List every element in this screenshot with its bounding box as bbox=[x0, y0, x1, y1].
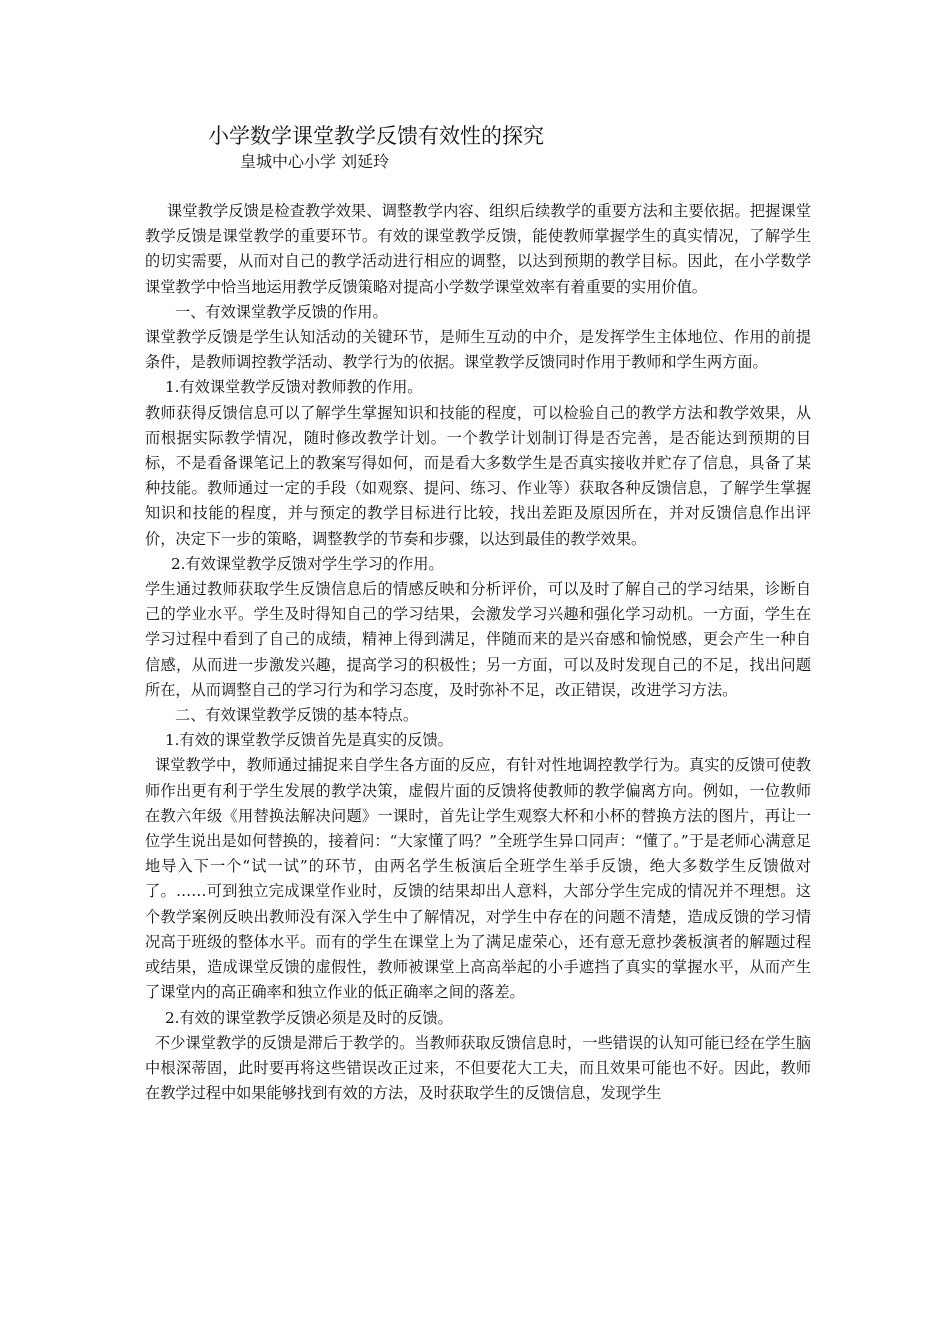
section-heading-2: 二、有效课堂教学反馈的基本特点。 bbox=[175, 706, 418, 725]
document-title: 小学数学课堂教学反馈有效性的探究 bbox=[208, 124, 544, 148]
author-byline: 皇城中心小学 刘延玲 bbox=[240, 152, 390, 171]
paragraph-2-2: 不少课堂教学的反馈是滞后于教学的。当教师获取反馈信息时，一些错误的认知可能已经在学生脑中根深蒂固，此时要再将这些错误改正过来，不但要花大工夫，而且效果可能也不好。因此，教师在教学过程中如果能够找到有效的方法，及时获取学生的反馈信息，发现学生 bbox=[145, 1033, 811, 1103]
section-heading-1: 一、有效课堂教学反馈的作用。 bbox=[175, 302, 388, 321]
subheading-1-1: 1.有效课堂教学反馈对教师教的作用。 bbox=[165, 378, 423, 397]
paragraph-1-2: 学生通过教师获取学生反馈信息后的情感反映和分析评价，可以及时了解自己的学习结果，诊断自己的学业水平。学生及时得知自己的学习结果，会激发学习兴趣和强化学习动机。一方面，学生在学习过程中看到了自己的成绩，精神上得到满足，伴随而来的是兴奋感和愉悦感，更会产生一种自信感，从而进一步激发兴趣，提高学习的积极性；另一方面，可以及时发现自己的不足，找出问题所在，从而调整自己的学习行为和学习态度，及时弥补不足，改正错误，改进学习方法。 bbox=[145, 580, 811, 699]
paragraph-2-1: 课堂教学中，教师通过捕捉来自学生各方面的反应，有针对性地调控教学行为。真实的反馈可使教师作出更有利于学生发展的教学决策，虚假片面的反馈将使教师的教学偏离方向。例如，一位教师在教六年级《用替换法解决问题》一课时，首先让学生观察大杯和小杯的替换方法的图片，再让一位学生说出是如何替换的，接着问：“大家懂了吗？”全班学生异口同声：“懂了。”于是老师心满意足地导入下一个“试一试”的环节，由两名学生板演后全班学生举手反馈，绝大多数学生反馈做对了。……可到独立完成课堂作业时，反馈的结果却出人意料，大部分学生完成的情况并不理想。这个教学案例反映出教师没有深入学生中了解情况，对学生中存在的问题不清楚，造成反馈的学习情况高于班级的整体水平。而有的学生在课堂上为了满足虚荣心，还有意无意抄袭板演者的解题过程或结果，造成课堂反馈的虚假性，教师被课堂上高高举起的小手遮挡了真实的掌握水平，从而产生了课堂内的高正确率和独立作业的低正确率之间的落差。 bbox=[145, 756, 811, 1002]
subheading-2-1: 1.有效的课堂教学反馈首先是真实的反馈。 bbox=[165, 731, 453, 750]
paragraph-intro: 课堂教学反馈是检查教学效果、调整教学内容、组织后续教学的重要方法和主要依据。把握课堂教学反馈是课堂教学的重要环节。有效的课堂教学反馈，能使教师掌握学生的真实情况，了解学生的切实需要，从而对自己的教学活动进行相应的调整，以达到预期的教学目标。因此，在小学数学课堂教学中恰当地运用教学反馈策略对提高小学数学课堂效率有着重要的实用价值。 bbox=[145, 202, 811, 296]
document-body bbox=[145, 199, 811, 1106]
subheading-2-2: 2.有效的课堂教学反馈必须是及时的反馈。 bbox=[165, 1008, 453, 1027]
paragraph-section-1: 课堂教学反馈是学生认知活动的关键环节，是师生互动的中介，是发挥学生主体地位、作用的前提条件，是教师调控教学活动、教学行为的依据。课堂教学反馈同时作用于教师和学生两方面。 bbox=[145, 328, 811, 372]
subheading-1-2: 2.有效课堂教学反馈对学生学习的作用。 bbox=[171, 554, 444, 573]
paragraph-1-1: 教师获得反馈信息可以了解学生掌握知识和技能的程度，可以检验自己的教学方法和教学效果，从而根据实际教学情况，随时修改教学计划。一个教学计划制订得是否完善，是否能达到预期的目标，不是看备课笔记上的教案写得如何，而是看大多数学生是否真实接收并贮存了信息，具备了某种技能。教师通过一定的手段（如观察、提问、练习、作业等）获取各种反馈信息，了解学生掌握知识和技能的程度，并与预定的教学目标进行比较，找出差距及原因所在，并对反馈信息作出评价，决定下一步的策略，调整教学的节奏和步骤，以达到最佳的教学效果。 bbox=[145, 403, 811, 548]
